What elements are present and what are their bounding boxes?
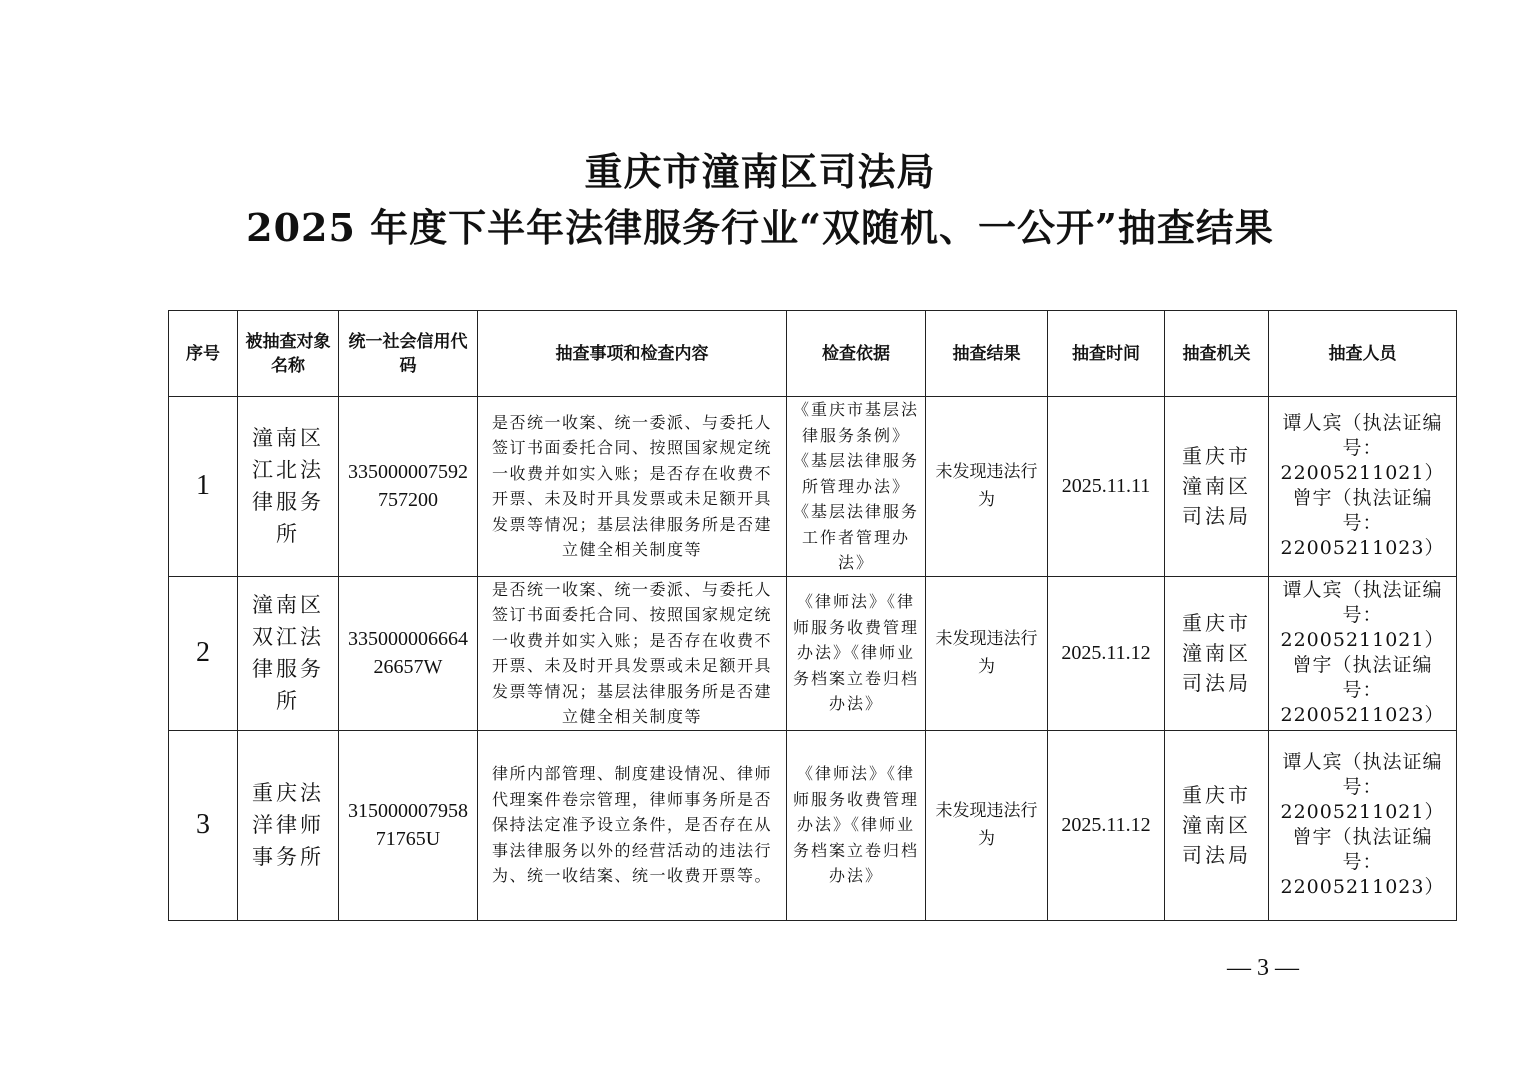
cell-staff: 谭人宾（执法证编号：22005211021）曾宇（执法证编号：22005211023）	[1269, 730, 1457, 920]
header-credit-code: 统一社会信用代码	[339, 311, 478, 397]
cell-organ: 重庆市潼南区司法局	[1165, 397, 1269, 577]
cell-organ: 重庆市潼南区司法局	[1165, 730, 1269, 920]
cell-time: 2025.11.12	[1048, 730, 1165, 920]
header-time: 抽查时间	[1048, 311, 1165, 397]
cell-inspection-content: 是否统一收案、统一委派、与委托人签订书面委托合同、按照国家规定统一收费并如实入账；是否存在收费不开票、未及时开具发票或未足额开具发票等情况；基层法律服务所是否建立健全相关制度等	[478, 576, 787, 730]
cell-object-name: 潼南区双江法律服务所	[238, 576, 339, 730]
cell-result: 未发现违法行为	[926, 730, 1048, 920]
cell-seq: 1	[169, 397, 238, 577]
cell-credit-code: 335000007592757200	[339, 397, 478, 577]
table-row	[169, 397, 1457, 577]
cell-basis: 《律师法》《律师服务收费管理办法》《律师业务档案立卷归档办法》	[787, 576, 926, 730]
table-header-row	[169, 311, 1457, 397]
cell-staff: 谭人宾（执法证编号：22005211021）曾宇（执法证编号：22005211023）	[1269, 397, 1457, 577]
cell-time: 2025.11.11	[1048, 397, 1165, 577]
header-basis: 检查依据	[787, 311, 926, 397]
cell-result: 未发现违法行为	[926, 397, 1048, 577]
document-title: 重庆市潼南区司法局	[584, 149, 936, 194]
cell-time: 2025.11.12	[1048, 576, 1165, 730]
header-result: 抽查结果	[926, 311, 1048, 397]
header-inspection-content: 抽查事项和检查内容	[478, 311, 787, 397]
table-row	[169, 576, 1457, 730]
document-subtitle: 2025 年度下半年法律服务行业“双随机、一公开”抽查结果	[246, 205, 1274, 250]
cell-seq: 2	[169, 576, 238, 730]
table-row	[169, 730, 1457, 920]
page-number: — 3 —	[1227, 955, 1299, 981]
header-seq: 序号	[169, 311, 238, 397]
cell-object-name: 重庆法洋律师事务所	[238, 730, 339, 920]
cell-inspection-content: 是否统一收案、统一委派、与委托人签订书面委托合同、按照国家规定统一收费并如实入账；是否存在收费不开票、未及时开具发票或未足额开具发票等情况；基层法律服务所是否建立健全相关制度等	[478, 397, 787, 577]
cell-basis: 《重庆市基层法律服务条例》《基层法律服务所管理办法》《基层法律服务工作者管理办法》	[787, 397, 926, 577]
cell-credit-code: 31500000795871765U	[339, 730, 478, 920]
header-organ: 抽查机关	[1165, 311, 1269, 397]
header-object-name: 被抽查对象名称	[238, 311, 339, 397]
cell-organ: 重庆市潼南区司法局	[1165, 576, 1269, 730]
cell-object-name: 潼南区江北法律服务所	[238, 397, 339, 577]
inspection-results-table	[168, 310, 1457, 921]
cell-inspection-content: 律所内部管理、制度建设情况、律师代理案件卷宗管理，律师事务所是否保持法定准予设立条件，是否存在从事法律服务以外的经营活动的违法行为、统一收结案、统一收费开票等。	[478, 730, 787, 920]
cell-credit-code: 33500000666426657W	[339, 576, 478, 730]
header-staff: 抽查人员	[1269, 311, 1457, 397]
cell-result: 未发现违法行为	[926, 576, 1048, 730]
cell-seq: 3	[169, 730, 238, 920]
cell-staff: 谭人宾（执法证编号：22005211021）曾宇（执法证编号：22005211023）	[1269, 576, 1457, 730]
cell-basis: 《律师法》《律师服务收费管理办法》《律师业务档案立卷归档办法》	[787, 730, 926, 920]
